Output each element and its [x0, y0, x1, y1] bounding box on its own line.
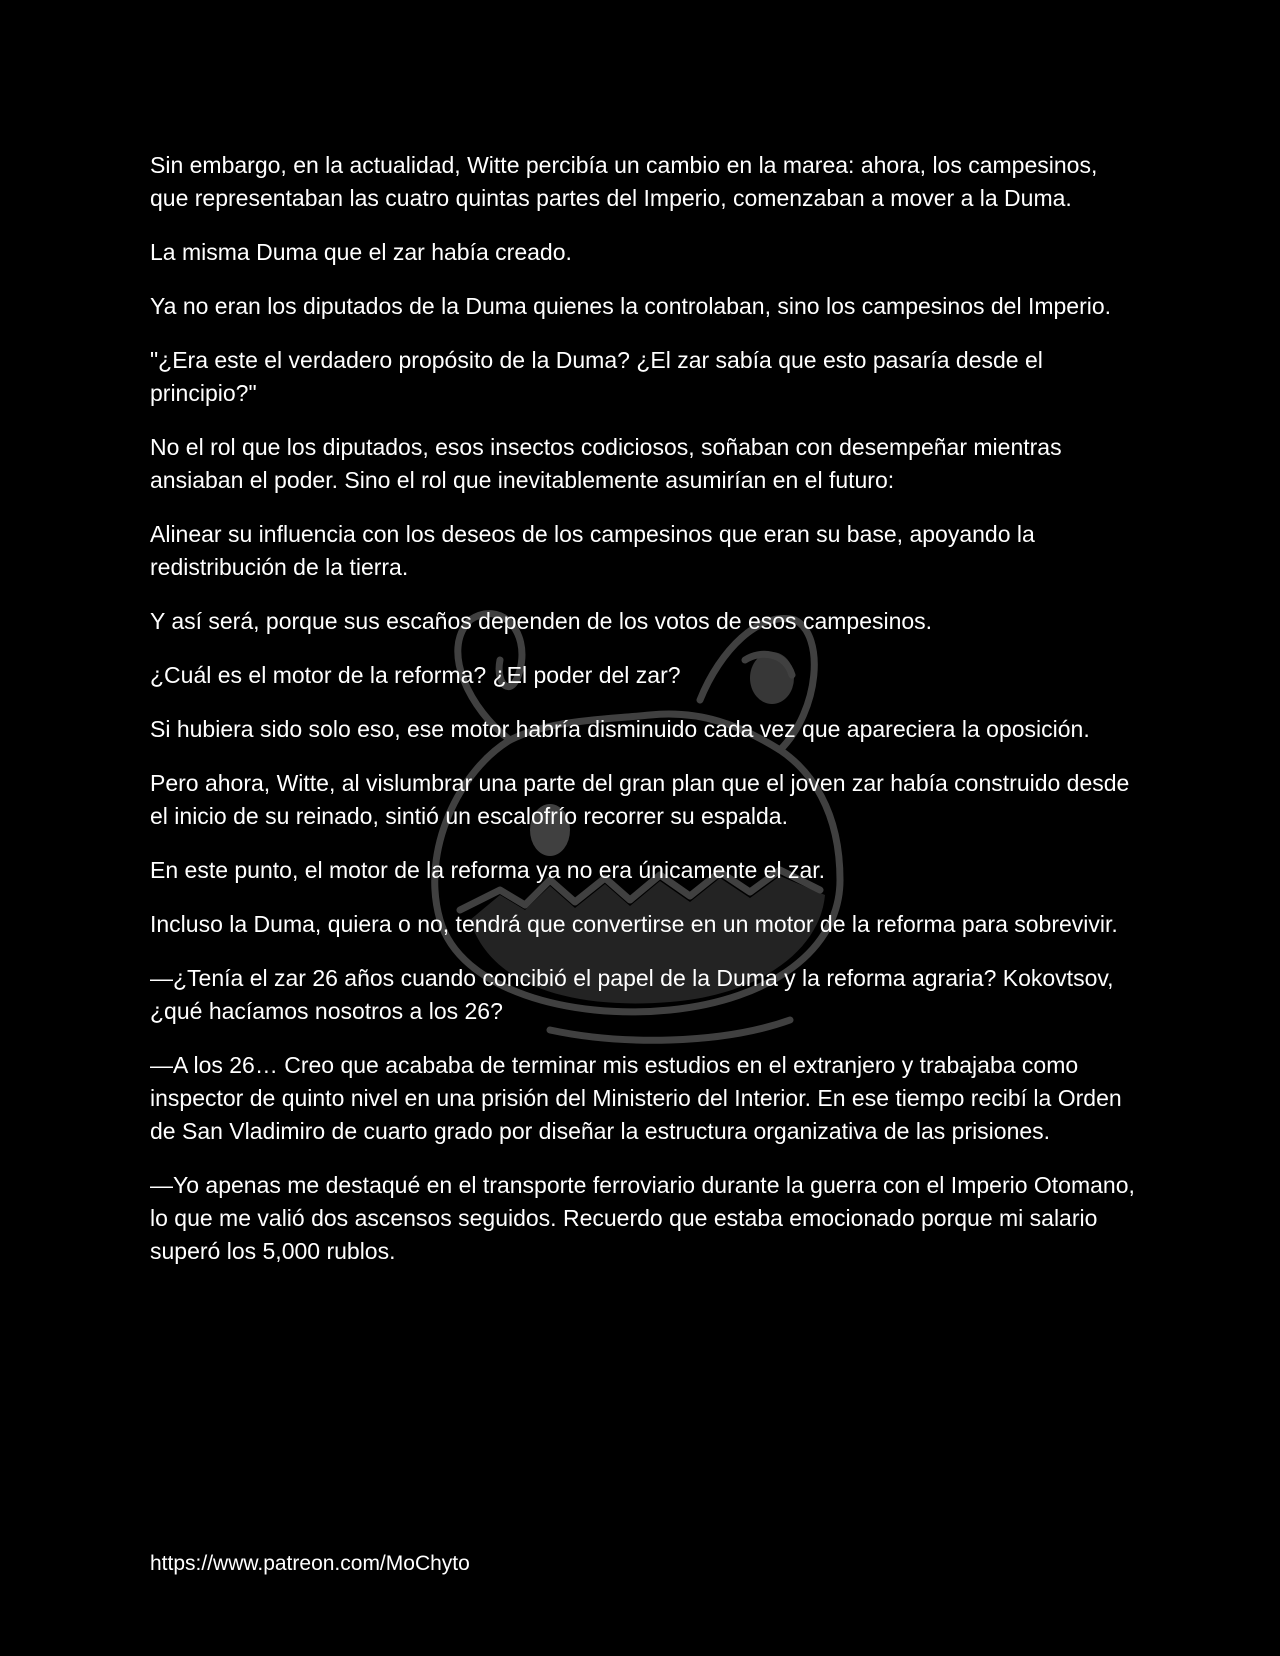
- paragraph: ¿Cuál es el motor de la reforma? ¿El poder del zar?: [150, 662, 681, 688]
- paragraph: "¿Era este el verdadero propósito de la Duma? ¿El zar sabía que esto pasaría desde el principio?": [150, 347, 1043, 406]
- paragraph: No el rol que los diputados, esos insectos codiciosos, soñaban con desempeñar mientras ansiaban el poder. Sino el rol que inevitablemente asumirían en el futuro:: [150, 434, 1062, 493]
- paragraph: En este punto, el motor de la reforma ya no era únicamente el zar.: [150, 857, 826, 883]
- paragraph: Ya no eran los diputados de la Duma quienes la controlaban, sino los campesinos del Imperio.: [150, 293, 1112, 319]
- paragraph: —¿Tenía el zar 26 años cuando concibió el papel de la Duma y la reforma agraria? Kokovtsov, ¿qué hacíamos nosotros a los 26?: [150, 965, 1114, 1024]
- paragraph: Sin embargo, en la actualidad, Witte percibía un cambio en la marea: ahora, los campesinos, que representaban las cuatro quintas partes del Imperio, comenzaban a mover a la Duma.: [150, 152, 1098, 211]
- paragraph: —Yo apenas me destaqué en el transporte ferroviario durante la guerra con el Imperio Otomano, lo que me valió dos ascensos seguidos. Recuerdo que estaba emocionado porque mi salario superó los 5,000 rublos.: [150, 1172, 1135, 1264]
- paragraph: Si hubiera sido solo eso, ese motor habría disminuido cada vez que apareciera la oposición.: [150, 716, 1090, 742]
- paragraph: Alinear su influencia con los deseos de los campesinos que eran su base, apoyando la redistribución de la tierra.: [150, 521, 1035, 580]
- paragraph: Pero ahora, Witte, al vislumbrar una parte del gran plan que el joven zar había construido desde el inicio de su reinado, sintió un escalofrío recorrer su espalda.: [150, 770, 1130, 829]
- paragraph: —A los 26… Creo que acababa de terminar mis estudios en el extranjero y trabajaba como inspector de quinto nivel en una prisión del Ministerio del Interior. En ese tiempo recibí la Orden de San Vladimiro de cuarto grado por diseñar la estructura organizativa de las prisiones.: [150, 1052, 1122, 1144]
- paragraph: Y así será, porque sus escaños dependen de los votos de esos campesinos.: [150, 608, 933, 634]
- paragraph: La misma Duma que el zar había creado.: [150, 239, 572, 265]
- article-body: [150, 149, 1135, 1289]
- patreon-link[interactable]: https://www.patreon.com/MoChyto: [150, 1552, 470, 1575]
- paragraph: Incluso la Duma, quiera o no, tendrá que convertirse en un motor de la reforma para sobrevivir.: [150, 911, 1118, 937]
